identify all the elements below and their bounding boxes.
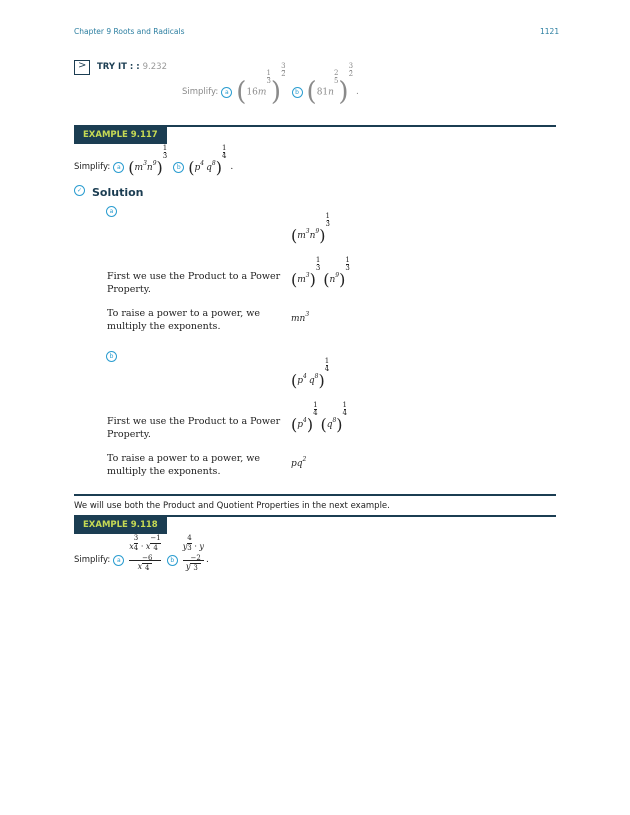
solution-heading[interactable]: Solution [92, 186, 144, 199]
solution-a-step-1-text: First we use the Product to a Power Property. [107, 271, 281, 295]
solution-a-step-1-math: $(m^3)\frac{1}{3} (n^9)\frac{1}{3}$ [291, 256, 350, 289]
example-117-problem: Simplify: a $(m^3n^9)\frac{1}{3}$ b ($p^4$ $q^8)\frac{1}{4}$ . [74, 143, 234, 177]
simplify-label: Simplify: [182, 87, 219, 97]
part-b-marker: b [167, 555, 178, 566]
try-it-number: 9.232 [142, 62, 167, 72]
solution-b-step-2-text: To raise a power to a power, we multiply the exponents. [107, 453, 260, 477]
try-it-label: TRY IT : : [97, 62, 140, 72]
try-it-problem: Simplify: a $(16m\frac{1}{3})\frac{3}{2}$ b $(81n\frac{2}{5})\frac{3}{2}$ . [182, 62, 359, 107]
solution-a-original: $(m^3n^9)\frac{1}{3}$ [291, 212, 330, 245]
example-118-fraction-b: $\frac{y\frac{4}{3} \cdot y}{y\frac{-2}{3}}$ [182, 533, 204, 572]
solution-a-step-2-text: To raise a power to a power, we multiply the exponents. [107, 308, 260, 332]
part-b-marker: b [173, 162, 184, 173]
example-117-expression-a: $(m^3n^9)\frac{1}{3}$ [128, 143, 168, 177]
section-divider [74, 494, 556, 496]
simplify-label: Simplify: [74, 162, 111, 172]
solution-b-step-1-math: $(p^4)\frac{1}{4} (q^8)\frac{1}{4}$ [291, 401, 347, 434]
simplify-label: Simplify: [74, 555, 111, 565]
solution-part-b-marker: b [106, 351, 117, 362]
page-number: 1121 [540, 27, 560, 36]
example-118-fraction-a: $\frac{x\frac{3}{4} \cdot x\frac{-1}{4}}{x\frac{-6}{4}}$ [129, 533, 161, 572]
try-it-expression-a: $(16m\frac{1}{3})\frac{3}{2}$ [236, 62, 286, 107]
try-it-expression-b: $(81n\frac{2}{5})\frac{3}{2}$ [306, 62, 354, 107]
chevron-right-icon: > [78, 60, 87, 71]
part-a-marker: a [113, 555, 124, 566]
chapter-title: Chapter 9 Roots and Radicals [74, 27, 185, 36]
transition-paragraph: We will use both the Product and Quotient Properties in the next example. [74, 501, 390, 511]
solution-b-result: $pq^2$ [291, 456, 307, 469]
part-a-marker: a [113, 162, 124, 173]
solution-b-step-1-text: First we use the Product to a Power Property. [107, 416, 281, 440]
example-118-banner: EXAMPLE 9.118 [74, 516, 167, 534]
example-118-problem: Simplify: a $\frac{x\frac{3}{4} \cdot x\frac{-1}{4}}{x\frac{-6}{4}}$ b $\frac{y\frac{4}{3} \cdot y}{y\frac{-2}{3}}$ . [74, 538, 209, 582]
solution-check-icon: ✓ [74, 185, 85, 196]
example-117-banner: EXAMPLE 9.117 [74, 126, 167, 144]
example-117-expression-b: ($p^4$ $q^8)\frac{1}{4}$ [188, 143, 227, 177]
solution-b-original: ($p^4$ $q^8)\frac{1}{4}$ [291, 357, 330, 390]
solution-part-a-marker: a [106, 206, 117, 217]
part-b-marker: b [292, 87, 303, 98]
try-it-toggle-button[interactable] [74, 60, 90, 75]
part-a-marker: a [221, 87, 232, 98]
solution-a-result: $mn^3$ [291, 311, 310, 324]
try-it-heading [97, 62, 167, 72]
